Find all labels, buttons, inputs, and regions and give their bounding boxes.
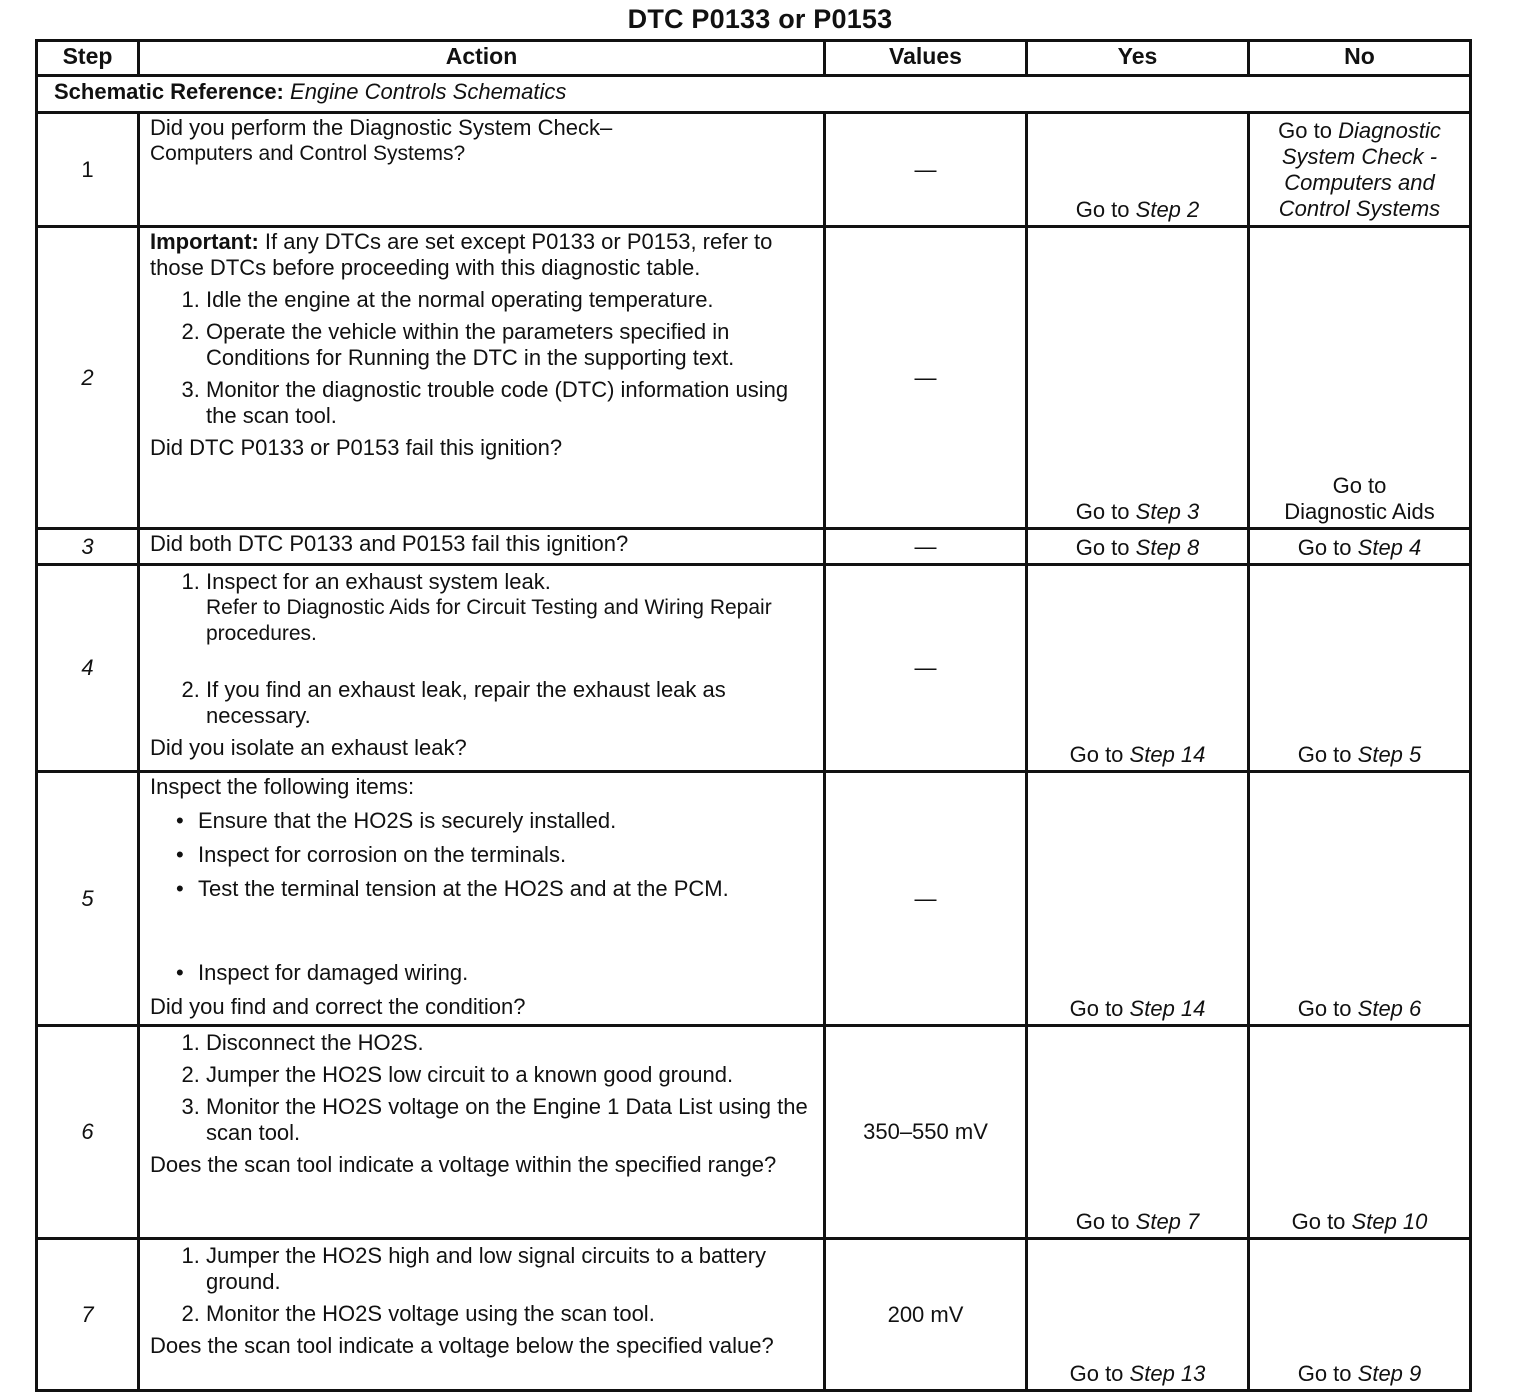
action-steps	[150, 1030, 815, 1146]
table-row	[37, 113, 1471, 227]
list-item: 1. Disconnect the HO2S.	[206, 1030, 815, 1056]
yes-link[interactable]: Step 13	[1129, 1361, 1206, 1386]
no-cell: Go to Step 10	[1249, 1026, 1471, 1239]
no-link[interactable]: Diagnostic System Check - Computers and Control Systems	[1278, 118, 1441, 221]
action-cell	[139, 772, 825, 1026]
header-no: No	[1249, 41, 1471, 76]
action-text: Did you perform the Diagnostic System Check–	[150, 115, 613, 140]
header-values: Values	[825, 41, 1027, 76]
no-link[interactable]: Step 10	[1351, 1209, 1428, 1234]
action-cell	[139, 113, 825, 227]
schematic-label: Schematic Reference:	[54, 79, 284, 104]
value-cell: —	[825, 529, 1027, 565]
action-cell	[139, 1239, 825, 1391]
question-text: Does the scan tool indicate a voltage within the specified range?	[150, 1152, 777, 1177]
page-title: DTC P0133 or P0153	[627, 4, 893, 34]
list-item: 2. Monitor the HO2S voltage using the scan tool.	[206, 1301, 815, 1327]
yes-link[interactable]: Step 8	[1135, 535, 1200, 560]
list-item: 2. If you find an exhaust leak, repair the exhaust leak as necessary.	[206, 677, 815, 729]
value-cell: 200 mV	[825, 1239, 1027, 1391]
action-cell	[139, 227, 825, 529]
value-cell: —	[825, 772, 1027, 1026]
list-item: 3. Monitor the HO2S voltage on the Engine 1 Data List using the scan tool.	[206, 1094, 815, 1146]
step-number: 4	[37, 565, 139, 772]
yes-link[interactable]: Step 14	[1129, 742, 1206, 767]
table-row	[37, 227, 1471, 529]
list-item: 1. Jumper the HO2S high and low signal circuits to a battery ground.	[206, 1243, 815, 1295]
important-note: Important: If any DTCs are set except P0133 or P0153, refer to those DTCs before proceeding with this diagnostic table.	[150, 229, 773, 280]
list-item: • Test the terminal tension at the HO2S and at the PCM.	[198, 876, 815, 902]
yes-cell: Go to Step 7	[1027, 1026, 1249, 1239]
list-item: • Inspect for damaged wiring.	[198, 960, 815, 986]
question-text: Did both DTC P0133 and P0153 fail this ignition?	[139, 529, 825, 565]
no-cell: Go to Step 6	[1249, 772, 1471, 1026]
inspection-bullets	[150, 808, 815, 986]
yes-link[interactable]: Step 3	[1135, 499, 1200, 524]
action-cell	[139, 565, 825, 772]
value-cell: 350–550 mV	[825, 1026, 1027, 1239]
action-cell	[139, 1026, 825, 1239]
header-action: Action	[139, 41, 825, 76]
step-number: 6	[37, 1026, 139, 1239]
schematic-reference	[37, 76, 1471, 113]
no-cell: Go to Step 5	[1249, 565, 1471, 772]
no-cell: Go to Step 9	[1249, 1239, 1471, 1391]
action-steps	[150, 569, 815, 729]
list-item: 1. Idle the engine at the normal operating temperature.	[206, 287, 815, 313]
table-row	[37, 529, 1471, 565]
action-steps	[150, 1243, 815, 1327]
table-row	[37, 565, 1471, 772]
yes-cell: Go to Step 3	[1027, 227, 1249, 529]
table-row	[37, 772, 1471, 1026]
value-cell: —	[825, 227, 1027, 529]
list-item: • Ensure that the HO2S is securely installed.	[198, 808, 815, 834]
no-link[interactable]: Step 9	[1357, 1361, 1422, 1386]
yes-cell: Go to Step 14	[1027, 772, 1249, 1026]
diagnostic-table	[35, 39, 1472, 1392]
schematic-row	[37, 76, 1471, 113]
no-link[interactable]: Diagnostic Aids	[1284, 499, 1435, 524]
step-number: 5	[37, 772, 139, 1026]
yes-cell: Go to Step 13	[1027, 1239, 1249, 1391]
table-row	[37, 1026, 1471, 1239]
no-link[interactable]: Step 5	[1357, 742, 1422, 767]
header-yes: Yes	[1027, 41, 1249, 76]
question-text: Did DTC P0133 or P0153 fail this ignition?	[150, 435, 563, 460]
no-cell: Go to Diagnostic System Check - Computers and Control Systems	[1249, 113, 1471, 227]
list-item: 2. Operate the vehicle within the parameters specified in Conditions for Running the DTC in the supporting text.	[206, 319, 815, 371]
step-number: 1	[37, 113, 139, 227]
list-item: 2. Jumper the HO2S low circuit to a known good ground.	[206, 1062, 815, 1088]
no-cell: Go to Diagnostic Aids	[1249, 227, 1471, 529]
yes-cell: Go to Step 8	[1027, 529, 1249, 565]
yes-link[interactable]: Step 7	[1135, 1209, 1200, 1234]
question-text: Did you isolate an exhaust leak?	[150, 735, 467, 760]
yes-link[interactable]: Step 2	[1135, 197, 1200, 222]
yes-cell: Go to Step 2	[1027, 113, 1249, 227]
value-cell: —	[825, 113, 1027, 227]
step-number: 7	[37, 1239, 139, 1391]
no-link[interactable]: Step 4	[1357, 535, 1422, 560]
value-cell: —	[825, 565, 1027, 772]
table-row	[37, 1239, 1471, 1391]
step-number: 2	[37, 227, 139, 529]
action-text: Computers and Control Systems?	[150, 142, 466, 165]
list-item: 3. Monitor the diagnostic trouble code (DTC) information using the scan tool.	[206, 377, 815, 429]
question-text: Does the scan tool indicate a voltage below the specified value?	[150, 1333, 774, 1358]
yes-link[interactable]: Step 14	[1129, 996, 1206, 1021]
list-item: 1. Inspect for an exhaust system leak. Refer to Diagnostic Aids for Circuit Testing and Wiring Repair procedures.	[206, 569, 815, 647]
action-steps	[150, 287, 815, 429]
no-link[interactable]: Step 6	[1357, 996, 1422, 1021]
no-cell: Go to Step 4	[1249, 529, 1471, 565]
yes-cell: Go to Step 14	[1027, 565, 1249, 772]
schematic-link[interactable]: Engine Controls Schematics	[290, 79, 567, 104]
header-row	[37, 41, 1471, 76]
header-step: Step	[37, 41, 139, 76]
question-text: Did you find and correct the condition?	[150, 994, 526, 1019]
step-number: 3	[37, 529, 139, 565]
list-item: • Inspect for corrosion on the terminals.	[198, 842, 815, 868]
action-text: Inspect the following items:	[150, 774, 415, 799]
